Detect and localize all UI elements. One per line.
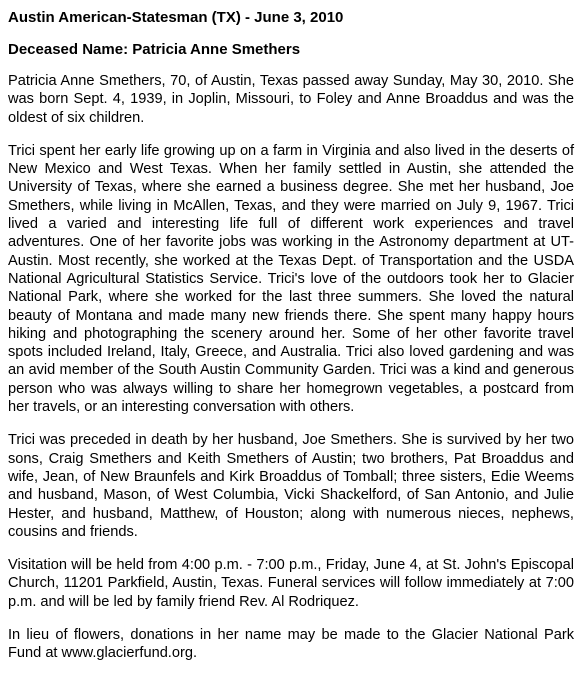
paragraph-donations: In lieu of flowers, donations in her name may be made to the Glacier National Park Fund at www.glacierfund.org.	[8, 627, 574, 662]
paragraph-intro: Patricia Anne Smethers, 70, of Austin, Texas passed away Sunday, May 30, 2010. She was born Sept. 4, 1939, in Joplin, Missouri, to Foley and Anne Broaddus and was the oldest of six children.	[8, 73, 574, 126]
paragraph-life: Trici spent her early life growing up on a farm in Virginia and also lived in the deserts of New Mexico and West Texas. When her family settled in Austin, she attended the University of Texas, where she earned a business degree. She met her husband, Joe Smethers, while living in McAllen, Texas, and they were married on July 9, 1967. Trici lived a varied and interesting life full of different work experiences and travel adventures. One of her favorite jobs was working in the Astronomy department at UT-Austin. Most recently, she worked at the Texas Dept. of Transportation and the USDA National Agricultural Statistics Service. Trici's love of the outdoors took her to Glacier National Park, where she worked for the last three summers. She loved the natural beauty of Montana and made many new friends there. She spent many happy hours hiking and photographing the scenery around her. Some of her other favorite travel spots included Ireland, Italy, Greece, and Australia. Trici also loved gardening and was an avid member of the South Austin Community Garden. Trici was a kind and generous person who was always willing to share her homegrown vegetables, a postcard from her travels, or an interesting conversation with others.	[8, 142, 574, 416]
newspaper-source-heading: Austin American-Statesman (TX) - June 3, 2010	[8, 9, 344, 26]
paragraph-services: Visitation will be held from 4:00 p.m. - 7:00 p.m., Friday, June 4, at St. John's Episcopal Church, 11201 Parkfield, Austin, Texas. Funeral services will follow immediately at 7:00 p.m. and will be led by family friend Rev. Al Rodriquez.	[8, 557, 574, 610]
paragraph-survivors: Trici was preceded in death by her husband, Joe Smethers. She is survived by her two sons, Craig Smethers and Keith Smethers of Austin; two brothers, Pat Broaddus and wife, Jean, of New Braunfels and Kirk Broaddus of Tomball; three sisters, Edie Weems and husband, Mason, of West Columbia, Vicki Shackelford, of San Antonio, and Julie Hester, and husband, Matthew, of Houston; along with numerous nieces, nephews, cousins and friends.	[8, 432, 574, 540]
deceased-name-heading: Deceased Name: Patricia Anne Smethers	[8, 41, 301, 58]
